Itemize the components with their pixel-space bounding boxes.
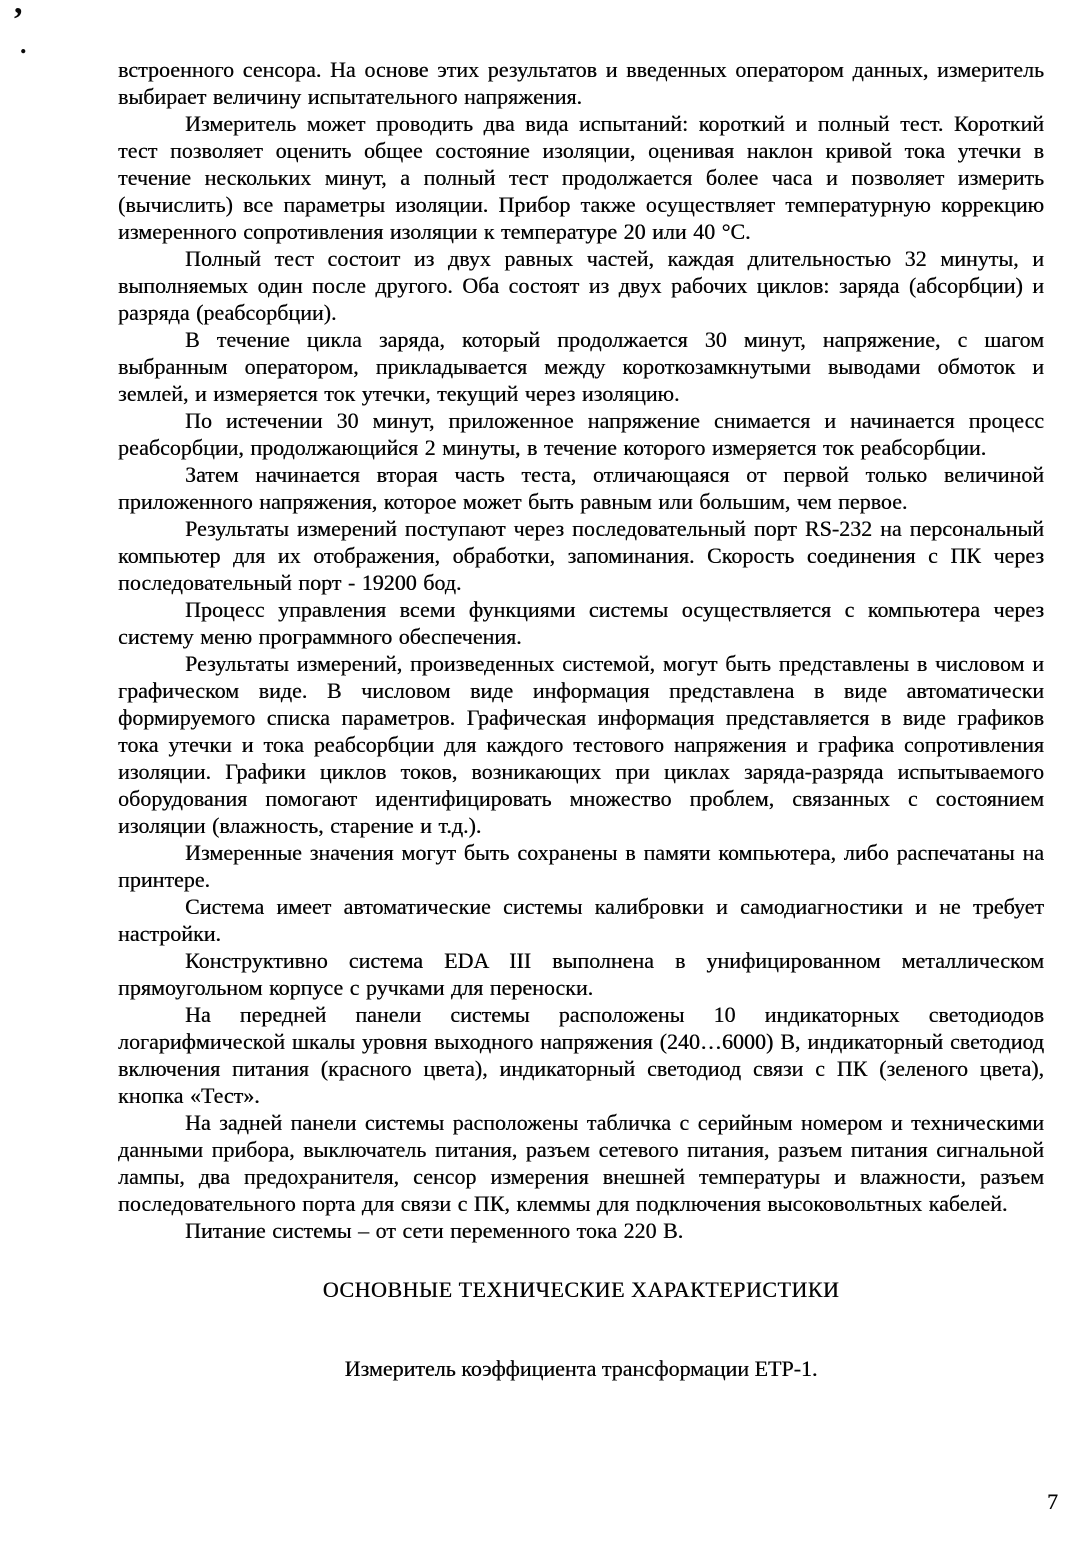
paragraph: Питание системы – от сети переменного тока 220 В. [185,1218,684,1243]
paragraph: На задней панели системы расположены табличка с серийным номером и техническими данными прибора, выключатель питания, разъем сетевого питания, разъем питания сигнальной лампы, два предохранителя, сенсор измерения внешней температуры и влажности, разъем последовательного порта для связи с ПК, клеммы для подключения высоковольтных кабелей. [118,1110,1044,1216]
paragraph: Система имеет автоматические системы калибровки и самодиагностики и не требует настройки. [118,894,1044,946]
paragraph: По истечении 30 минут, приложенное напряжение снимается и начинается процесс реабсорбции, продолжающийся 2 минуты, в течение которого измеряется ток реабсорбции. [118,408,1044,460]
paragraph: В течение цикла заряда, который продолжается 30 минут, напряжение, с шагом выбранным оператором, прикладывается между короткозамкнутыми выводами обмоток и землей, и измеряется ток утечки, текущий через изоляцию. [118,327,1044,406]
text-column [118,56,1044,1382]
scan-artifact-dot: . [20,30,27,59]
scan-artifact-comma: , [14,0,23,21]
paragraph: Процесс управления всеми функциями системы осуществляется с компьютера через систему меню программного обеспечения. [118,597,1044,649]
section-subheading: Измеритель коэффициента трансформации ЕТР-1. [344,1356,818,1381]
section-heading: ОСНОВНЫЕ ТЕХНИЧЕСКИЕ ХАРАКТЕРИСТИКИ [322,1277,840,1302]
paragraph: встроенного сенсора. На основе этих результатов и введенных оператором данных, измеритель выбирает величину испытательного напряжения. [118,57,1044,109]
paragraph: Затем начинается вторая часть теста, отличающаяся от первой только величиной приложенного напряжения, которое может быть равным или большим, чем первое. [118,462,1044,514]
paragraph: Измеритель может проводить два вида испытаний: короткий и полный тест. Короткий тест позволяет оценить общее состояние изоляции, оценивая наклон кривой тока утечки в течение нескольких минут, а полный тест продолжается более часа и позволяет измерить (вычислить) все параметры изоляции. Прибор также осуществляет температурную коррекцию измеренного сопротивления изоляции к температуре 20 или 40 °С. [118,111,1044,244]
page-number: 7 [1047,1489,1058,1514]
paragraph: Конструктивно система EDA III выполнена в унифицированном металлическом прямоугольном корпусе с ручками для переноски. [118,948,1044,1000]
paragraph: Полный тест состоит из двух равных частей, каждая длительностью 32 минуты, и выполняемых один после другого. Оба состоят из двух рабочих циклов: заряда (абсорбции) и разряда (реабсорбции). [118,246,1044,325]
paragraph: Результаты измерений, произведенных системой, могут быть представлены в числовом и графическом виде. В числовом виде информация представлена в виде автоматически формируемого списка параметров. Графическая информация представляется в виде графиков тока утечки и тока реабсорбции для каждого тестового напряжения и графика сопротивления изоляции. Графики циклов токов, возникающих при циклах заряда-разряда испытываемого оборудования помогают идентифицировать множество проблем, связанных с состоянием изоляции (влажность, старение и т.д.). [118,651,1044,838]
paragraph: Измеренные значения могут быть сохранены в памяти компьютера, либо распечатаны на принтере. [118,840,1044,892]
paragraph: Результаты измерений поступают через последовательный порт RS-232 на персональный компьютер для их отображения, обработки, запоминания. Скорость соединения с ПК через последовательный порт - 19200 бод. [118,516,1044,595]
paragraph: На передней панели системы расположены 10 индикаторных светодиодов логарифмической шкалы уровня выходного напряжения (240…6000) В, индикаторный светодиод включения питания (красного цвета), индикаторный светодиод связи с ПК (зеленого цвета), кнопка «Тест». [118,1002,1044,1108]
